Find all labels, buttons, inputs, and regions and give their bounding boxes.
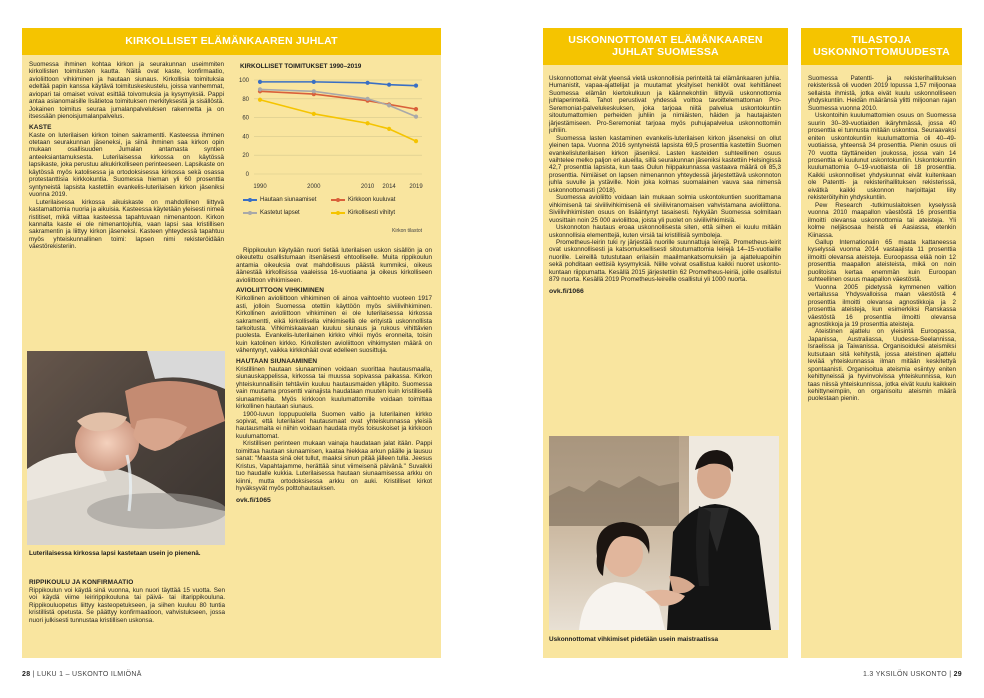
chart-point-s0-2014	[387, 83, 391, 87]
wedding-photo-caption: Uskonnottomat vihkimiset pidetään usein maistraatissa	[549, 636, 719, 643]
chart-point-s3-2019	[414, 139, 418, 143]
legend-swatch-kirkkoon	[331, 199, 345, 201]
chart-point-s0-2010	[365, 81, 369, 85]
church-ceremonies-chart	[232, 72, 432, 192]
chart-y-tick-label-80: 80	[242, 96, 249, 103]
chart-point-s3-2010	[365, 121, 369, 125]
chart-point-s2-2014	[387, 103, 391, 107]
chart-point-s2-1990	[258, 87, 262, 91]
legend-item-kastetut	[243, 210, 300, 216]
left-footer	[22, 671, 142, 678]
stats-paragraph-6: Ateistinen ajattelu on yleisintä Euroopassa, Japanissa, Australiassa, Uudessa-Seelannissa, Israelissa ja Taiwanissa. Organisoiduksi ateismiksi kutsutaan sitä kehitystä, jossa ateistinen ajattelu leviää yhteiskunnassa ilman mitään keskitettyä spontaanisti. Organisoitua ateismia esiintyy eniten kehittyneissä ja hyvinvoivissa yhteiskunnissa, kun taas niissä yhteiskunnissa, jotka eivät kuulu kaikkein kehittyneimpiin, on organisoitu ateismin määrä puolestaan pienin.	[808, 328, 956, 403]
chart-point-s2-2010	[365, 97, 369, 101]
chart-series-line-3	[260, 100, 416, 141]
chart-point-s2-2019	[414, 115, 418, 119]
legend-swatch-vihityt	[331, 212, 345, 214]
chart-point-s3-2014	[387, 127, 391, 131]
chart-point-s3-2000	[312, 112, 316, 116]
legend-label-kirkkoon: Kirkkoon kuuluvat	[348, 197, 396, 203]
chart-point-s3-1990	[258, 98, 262, 102]
intro-paragraph: Suomessa ihminen kohtaa kirkon ja seurakunnan useimmiten kirkollisten toimitusten kautta. Näitä ovat kaste, konfirmaatio, avioliittoon vihkiminen ja hautaan siunaus. Kirkollisia toimituksia edeltää papin kanssa käytävä toimituskeskustelu, joissa vanhemmat, aviopari tai omaiset voivat esittää toivomuksia ja kysymyksiä. Pappi antaa asianomaisille lisätietoa toimituksen merkityksestä ja sisällöstä. Jokainen toimitus seuraa jumalanpalveluksen rakennetta ja on itsessään pienoisjumalanpalvelus.	[29, 61, 224, 121]
chart-x-tick-label-2010: 2010	[360, 184, 375, 190]
legend-item-kirkkoon	[331, 197, 395, 203]
stats-paragraph-3: Pew Research -tutkimuslaitoksen kyselyssä vuonna 2010 maapallon väestöstä 16 prosenttia ilmoitti olevansa uskonnottomia tai ateisteja. Yli kolme neljäsosaa heistä eli Aasiassa, etenkin Kiinassa.	[808, 201, 956, 239]
chart-point-s1-2019	[414, 107, 418, 111]
chart-series-line-2	[260, 89, 416, 116]
stats-paragraph-4: Gallup Internationalin 65 maata kattaneessa kyselyssä vuonna 2014 vastaajista 11 prosenttia ilmoitti olevansa ateisteja. Euroopassa elää noin 12 prosenttia maapallon ateisteista, mikä on noin puolitoista kertaa enemmän kuin Euroopan suhteellinen osuus maapallon väestöstä.	[808, 238, 956, 284]
rippikoulu-section	[29, 576, 225, 656]
legend-swatch-kastetut	[243, 212, 257, 214]
kaste-paragraph-2: Luterilaisessa kirkossa aikuiskaste on mahdollinen liittyvä kastamattomia nuoria ja aikuisia. Kasteessa käytetään yleisesti nimeä ristitiset, mikä viittaa kasteessa tapahtuvaan nimenantoon. Kirkon kannalta kaste ei ole nimenantojuhla, vaan lapsi saa kristillisen sakramentin ja liittyy kirkon jäseneksi. Kasteen yhteydessä tapahtuu myös yhteiskunnallinen toimi: lapsen nimi rekisteröidään väestörekisteriin.	[29, 198, 224, 251]
legend-item-hautaan	[243, 197, 316, 203]
chart-x-tick-label-2000: 2000	[307, 184, 321, 190]
hautaan-paragraph-2: 1900-luvun loppupuolella Suomen valtio ja luterilainen kirkko sopivat, että luterilaiset hautausmaat ovat yhteiskunnassa yleisiä hautausmaita ei niihin voidaan haudata myös toisuskoiset ja kirkkoon kuulumattomat.	[236, 410, 432, 440]
right-page-header: USKONNOTTOMAT ELÄMÄNKAAREN JUHLAT SUOMESSA	[543, 28, 788, 65]
chart-point-s0-1990	[258, 80, 262, 84]
chart-y-tick-label-60: 60	[242, 115, 249, 122]
baptism-photo	[27, 351, 225, 545]
left-footer-page-number: 28	[22, 671, 31, 678]
chart-y-tick-label-100: 100	[238, 78, 249, 84]
hautaan-paragraph-1: Kristillinen hautaan siunaaminen voidaan suorittaa hautausmaalla, siunauskappelissa, kirkossa tai muussa sopivassa paikassa. Kirkon yhteiskunnallisiin tehtäviin kuuluu hautausmaiden ylläpito. Suomessa vain muutama prosentti vainajista haudataan muuten kuin kristillisellä siunaamisella. Myös kirkkoon kuulumattomille voidaan toimittaa kirkollinen hautaan siunaus.	[236, 365, 432, 411]
kaste-heading: KASTE	[29, 123, 52, 131]
legend-label-hautaan: Hautaan siunaamiset	[260, 197, 317, 203]
chart-point-s0-2019	[414, 84, 418, 88]
chart-x-tick-label-2019: 2019	[409, 184, 423, 190]
left-page-header: KIRKOLLISET ELÄMÄNKAAREN JUHLAT	[22, 28, 441, 55]
right-paragraph-3: Suomessa avioliitto voidaan lain mukaan solmia uskontokuntien suorittamana vihkimisenä tai siviilivihkimisenä eli siviiliviranomaisen vahvistamana avioliittona. Siviilivihkimisten osuus on lisääntynyt tasaisesti. Nykyään Suomessa solmitaan vuosittain noin 25 000 avioliittoa, joista yli puolet on siviilivihkimisiä.	[549, 194, 781, 224]
chart-x-tick-label-1990: 1990	[253, 184, 267, 190]
chart-source: Kirkon tilastot	[392, 228, 423, 234]
right-page-link[interactable]: ovk.fi/1066	[549, 287, 584, 295]
right-footer-separator: |	[949, 671, 954, 678]
stats-sidebar-header: TILASTOJA USKONNOTTOMUUDESTA	[801, 28, 962, 65]
hautaan-heading: HAUTAAN SIUNAAMINEN	[236, 357, 318, 365]
chart-y-tick-label-40: 40	[242, 134, 249, 141]
right-paragraph-1: Uskonnottomat eivät yleensä vietä uskonnollisia perinteitä tai elämänkaaren juhlia. Humanistit, vapaa-ajattelijat ja muutamat yksityiset henkilöt ovat kehittäneet Suomessa elämän kiertokulkuun ja käännekohtiin liittyviä uskonnottomia juhlaperinteitä. Tahot perustivat yhdessä voittoa tavoittelemattoman Pro-Seremoniat-palvelukeskuksen, joka tarjoaa niitä palvelua uskontokuntiin sitoutumattomien perheiden juhliin ja nimiäisten, häiden ja hautajaisten järjestämiseen. Pro-Seremoniat tarjoaa myös puhujapalvelua uskonnottomiin juhliin.	[549, 75, 781, 135]
chart-point-s2-2000	[312, 89, 316, 93]
left-column-1-text	[29, 61, 224, 351]
left-page-link[interactable]: ovk.fi/1065	[236, 496, 271, 504]
legend-label-vihityt: Kirkollisesti vihityt	[348, 210, 396, 216]
left-footer-chapter: LUKU 1 – USKONTO ILMIÖNÄ	[37, 671, 142, 678]
wedding-photo	[549, 436, 779, 630]
stats-paragraph-1: Suomessa Patentti- ja rekisterihallituksen rekisterissä oli vuoden 2019 lopussa 1,57 miljoonaa sellaista ihmistä, jotka eivät kuulu uskonnolliseen yhdyskuntiin. Heidän määränsä ylitti miljoonan rajan Suomessa vuonna 2010.	[808, 75, 956, 112]
right-column-text	[549, 75, 781, 430]
chart-point-s0-2000	[312, 80, 316, 84]
legend-label-kastetut: Kastetut lapset	[260, 210, 300, 216]
avio-paragraph: Kirkollinen avioliittoon vihkiminen oli ainoa vaihtoehto vuoteen 1917 asti, jolloin Suomessa otettiin käyttöön myös siviilivihkiminen. Kirkollinen avioliittoon vihkiminen ei ole luterilaisessa kirkossa sakramentti, eikä kirkollisella vihkimisellä ole erityistä uskonnollista tarkoitusta. Vihkimiskaavaan kuuluu siunaus ja rukous vihittävien puolesta. Evankelis-luterilainen kirkko vihkii myös eronneita, toisin kuin katolinen kirkko. Kirkollisten avioliittoon vihkimysten määrä on vähentynyt, vaikka kirkkohäät ovat edelleen suosittuja.	[236, 295, 432, 355]
stats-paragraph-2: Uskontoihin kuulumattomien osuus on Suomessa suurin 30–39-vuotiaiden ikäryhmässä, jossa 40 prosenttia ei tunnusta mitään uskontoa. Seuraavaksi eniten uskontokuntiin kuulumattomia oli 40–49-vuotiaissa, yhteensä 34 prosenttia. Pienin osuus oli 70 vuotta täyttäneiden joukossa, jossa vain 14 prosenttia ei kuulunut uskontokuntiin. Uskontokuntiin kuulumattomia 0–19-vuotiaista oli 18 prosenttia. Kaikki uskonnolliset yhdyskunnat eivät kuitenkaan ole Patentti- ja rekisterihallituksen rekisterissä, eivätkä kaikki uskonnon harjoittajat liity rekisteröityihin yhdyskuntiin.	[808, 112, 956, 202]
right-paragraph-5: Prometheus-leirin tuki ry järjestää nuorille suunnattuja leirejä. Prometheus-leirit ovat uskonnollisesti ja katsomuksellisesti sitoutumattomia leirejä 14–15-vuotiaille nuorille. Leireillä tutustutaan erilaisiin maailmankatsomuksiin ja ajatteluapoihin sekä pohditaan eettisiä kysymyksiä. Niille voivat osallistua kaikki nuoret uskontokuntaan riippumatta. Kesällä 2015 järjestettiin 62 Prometheus-leiriä, joille osallistui 879 nuorta. Kesällä 2019 Prometheus-leireille osallistui yli 1000 nuorta.	[549, 238, 781, 284]
baptism-photo-illustration	[27, 351, 225, 545]
baptism-photo-caption: Luterilaisessa kirkossa lapsi kastetaan usein jo pienenä.	[29, 550, 201, 557]
right-footer-page-number: 29	[953, 671, 962, 678]
kaste-paragraph-1: Kaste on luterilaisen kirkon toinen sakramentti. Kasteessa ihminen otetaan seurakunnan jäseneksi, ja siinä ihminen saa kirkon opin mukaan osallisuuden Jumalan antamasta syntien anteeksiantamuksesta. Luterilaisessa kirkossa on käytössä lapsikaste, joka perustuu alkukirkolliseen perinteeseen. Lapsikaste on käytössä myös katolisessa ja ortodoksisessa kirkossa sekä osassa protestanttisia kirkkokuntia. Suomessa hieman yli 60 prosenttia syntyneistä lapsista kastettiin evankelis-luterilaisen kirkon jäseniksi vuonna 2019.	[29, 131, 224, 199]
chart-title: KIRKOLLISET TOIMITUKSET 1990–2019	[240, 63, 362, 70]
chart-x-tick-label-2014: 2014	[382, 184, 396, 190]
avio-heading: AVIOLIITTOON VIHKIMINEN	[236, 287, 325, 295]
left-footer-separator: |	[32, 671, 38, 678]
rippikoulu-paragraph: Rippikoulun voi käydä sinä vuonna, kun nuori täyttää 15 vuotta. Sen voi käydä viime leiririppikouluna tai päivä- tai iltarippikouluna. Rippikouluopetus liittyy kasteopetukseen, ja siihen kuuluu 80 tuntia kristillistä opetusta. Se päättyy konfirmaatioon, vahvistukseen, jossa nuori julkisesti tunnustaa kristillisen uskonsa.	[29, 586, 225, 624]
legend-swatch-hautaan	[243, 199, 257, 201]
wedding-photo-illustration	[549, 436, 779, 630]
stats-paragraph-5: Vuonna 2005 pidetyssä kymmenen valtion vertailussa Yhdysvalloissa maan väestöstä 4 prosenttia ilmoitti olevansa agnostikkoja ja 2 prosenttia ateisteja, kun esimerkiksi Ranskassa väestöstä 16 prosenttia ilmoitti olevansa agnostikkoja ja 19 prosenttia ateisteja.	[808, 283, 956, 328]
chart-series-line-0	[260, 82, 416, 86]
rippikoulu-continued-paragraph: Rippikoulun käytyään nuori tietää luterilaisen uskon sisällön ja on oikeutettu osallistumaan itsenäisesti ehtoolliselle. Muita rippikoulun antamia oikeuksia ovat mahdollisuus päästä kummiksi, oikeus äänestää kirkollisissa vaaleissa 16-vuotiaana ja oikeus kirkolliseen avioliittoon vihkimiseen.	[236, 247, 432, 284]
chart-y-tick-label-20: 20	[242, 153, 249, 160]
right-footer-chapter: 1.3 YKSILÖN USKONTO	[862, 671, 947, 678]
right-paragraph-4: Uskonnoton hautaus eroaa uskonnollisesta siten, että siihen ei kuulu mitään uskonnollisia elementtejä, kuten virsiä tai kristillisiä symboleja.	[549, 224, 781, 239]
rippikoulu-heading: RIPPIKOULU JA KONFIRMAATIO	[29, 579, 134, 586]
left-column-2-text	[236, 247, 432, 655]
right-footer	[863, 671, 962, 678]
chart-y-tick-label-0: 0	[245, 172, 249, 178]
right-paragraph-2: Suomessa lasten kastaminen evankelis-luterilaisen kirkon jäseneksi on ollut yleinen tapa. Vuonna 2016 syntyneistä lapsista 69,5 prosenttia kastettiin Suomen evankelisluterilaisen kirkon jäseniksi. Lasten kasteiden suhteellinen osuus vaihtelee melko paljon eri alueilla, sillä seurakunnan jäseniksi kastettiin Helsingissä 42,7 prosenttia lapsista, kun taas Oulun hiippakunnassa vastaava määrä oli 85,3 prosenttia. Nimiäiset on lapsen nimenannon yhteydessä järjestettävä uskonnoton juhla suvulle ja ystäville. Noin joka kolmas suomalainen vauva saa nimensä uskonnottomasti (2018).	[549, 134, 781, 194]
stats-sidebar-text	[808, 75, 956, 655]
legend-item-vihityt	[331, 210, 395, 216]
hautaan-paragraph-3: Kristillisen perinteen mukaan vainaja haudataan jalat itään. Pappi toimittaa hautaan siunaamisen, kaataa hiekkaa arkun päälle ja lausuu sanat: "Maasta sinä olet tullut, maaksi sinun pitää jälleen tulla. Jeesus Kristus, Vapahtajamme, herättää sinut viimeisenä päivänä." Suvaikki tuo haudalle kukkia. Luterilaisessa hautaan siunaamisessa arkku on kiinni, mutta ortodoksisessa arkku on auki. Kristilliset kirkot hyväksyvät myös polttohautauksen.	[236, 440, 432, 493]
